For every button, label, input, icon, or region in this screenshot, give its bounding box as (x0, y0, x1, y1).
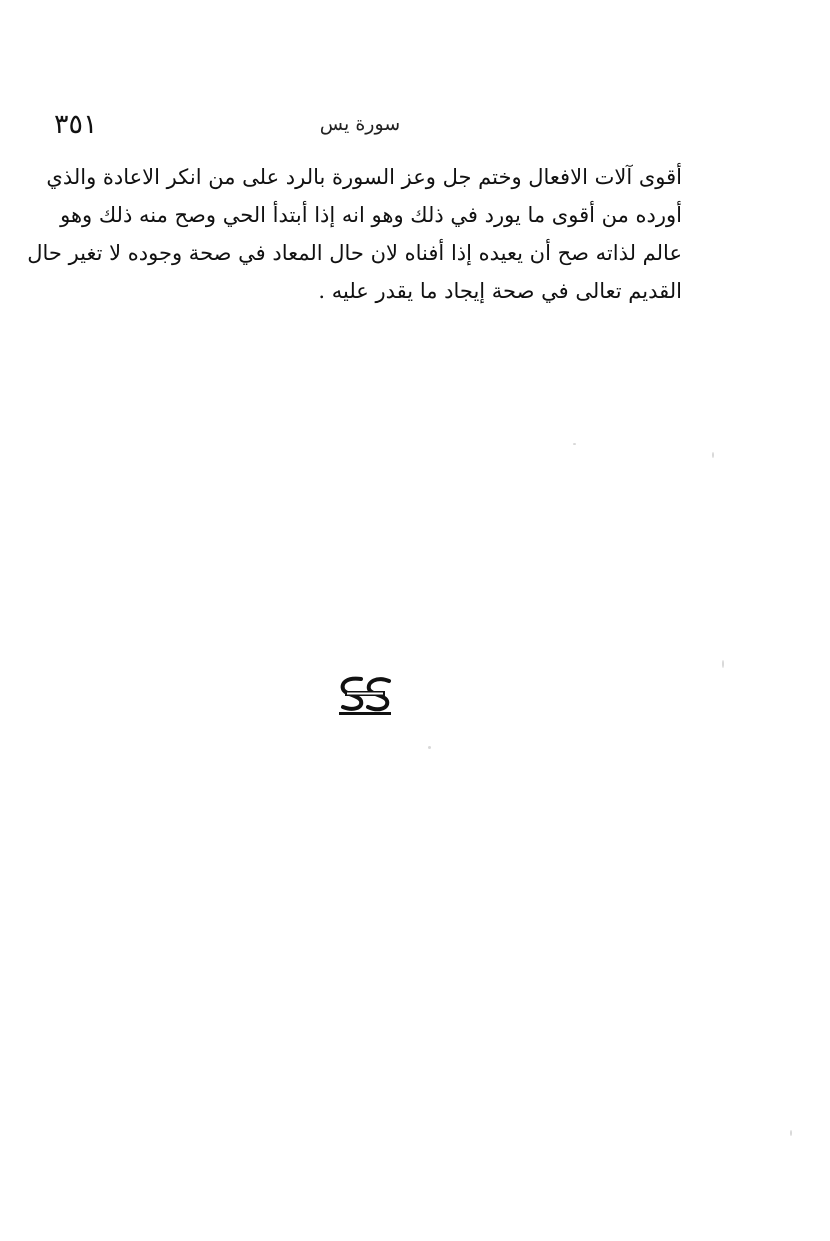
body-line: عالم لذاته صح أن يعيده إذا أفناه لان حال المعاد في صحة وجوده لا تغير حال (27, 241, 682, 265)
body-paragraph (24, 158, 682, 310)
body-line: أقوى آلات الافعال وختم جل وعز السورة بالرد على من انكر الاعادة والذي (46, 165, 682, 189)
body-line: أورده من أقوى ما يورد في ذلك وهو انه إذا أبتدأ الحي وصح منه ذلك وهو (60, 203, 682, 227)
page-number: ٣٥١ (54, 109, 98, 140)
scan-speck (573, 443, 576, 445)
scan-speck (712, 452, 714, 458)
scan-speck (790, 1130, 792, 1136)
body-line: القديم تعالى في صحة إيجاد ما يقدر عليه . (318, 279, 682, 303)
scan-speck (722, 660, 724, 668)
running-header-title: سورة يس (319, 113, 401, 135)
publisher-logo-icon (337, 673, 393, 717)
scan-speck (428, 746, 431, 749)
